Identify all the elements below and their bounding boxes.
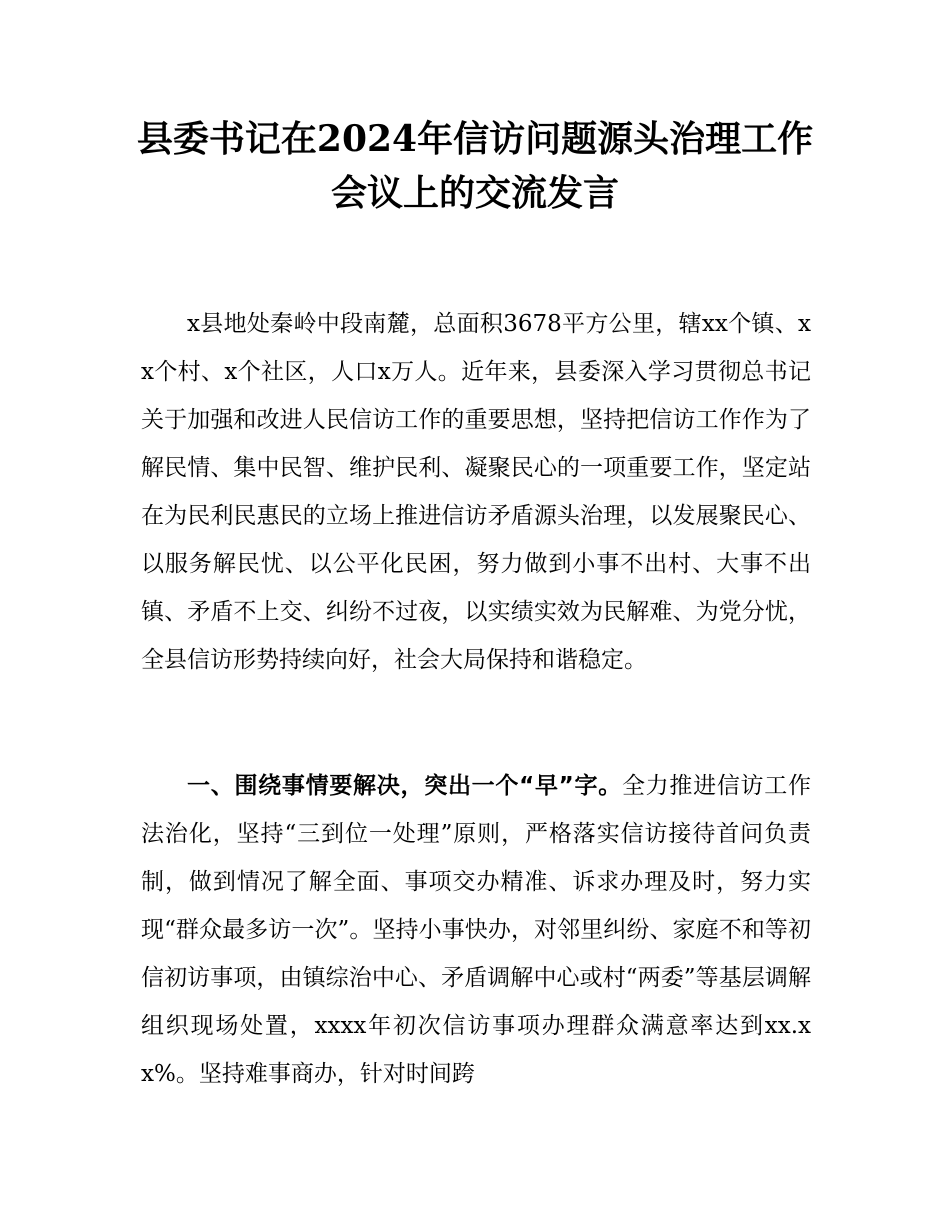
- paragraph-section-one: [141, 762, 811, 1098]
- section-heading: 一、围绕事情要解决，突出一个“早”字。: [187, 773, 622, 799]
- section-body: 全力推进信访工作法治化，坚持“三到位一处理”原则，严格落实信访接待首问负责制，做到情况了解全面、事项交办精准、诉求办理及时，努力实现“群众最多访一次”。坚持小事快办，对邻里纠纷、家庭不和等初信初访事项，由镇综治中心、矛盾调解中心或村“两委”等基层调解组织现场处置，xxxx年初次信访事项办理群众满意率达到xx.xx%。坚持难事商办，针对时间跨: [141, 773, 812, 1087]
- document-title: 县委书记在2024年信访问题源头治理工作会议上的交流发言: [136, 118, 814, 214]
- paragraph-intro: x县地处秦岭中段南麓，总面积3678平方公里，辖xx个镇、xx个村、x个社区，人口x万人。近年来，县委深入学习贯彻总书记关于加强和改进人民信访工作的重要思想，坚持把信访工作作为了解民情、集中民智、维护民利、凝聚民心的一项重要工作，坚定站在为民利民惠民的立场上推进信访矛盾源头治理，以发展聚民心、以服务解民忧、以公平化民困，努力做到小事不出村、大事不出镇、矛盾不上交、纠纷不过夜，以实绩实效为民解难、为党分忧，全县信访形势持续向好，社会大局保持和谐稳定。: [141, 311, 811, 673]
